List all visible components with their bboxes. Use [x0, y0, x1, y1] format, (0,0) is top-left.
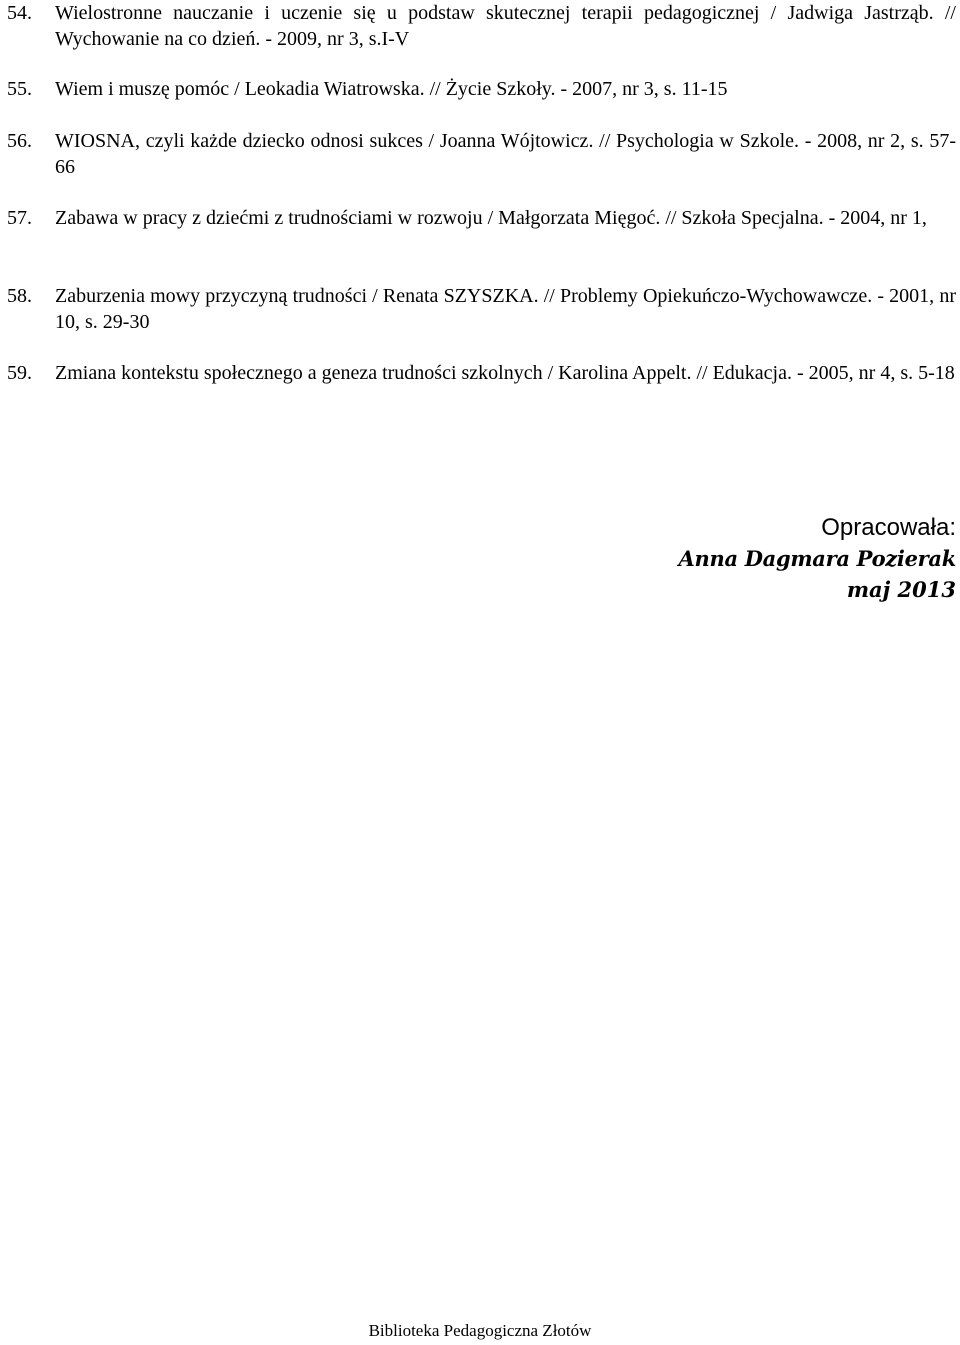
credits-date: maj 2013 — [846, 577, 956, 602]
entry-text: Zabawa w pracy z dziećmi z trudnościami w rozwoju / Małgorzata Mięgoć. // Szkoła Specjalna. - 2004, nr 1, — [55, 207, 927, 229]
list-item — [0, 76, 956, 102]
entry-number: 56. — [7, 130, 32, 152]
list-item — [0, 128, 956, 180]
entry-text: Wiem i muszę pomóc / Leokadia Wiatrowska. // Życie Szkoły. - 2007, nr 3, s. 11-15 — [55, 78, 728, 100]
entry-text: WIOSNA, czyli każde dziecko odnosi sukces / Joanna Wójtowicz. // Psychologia w Szkole. - 2008, nr 2, s. 57-66 — [55, 130, 956, 178]
entry-number: 55. — [7, 78, 32, 100]
list-item — [0, 0, 956, 52]
entry-number: 54. — [7, 2, 32, 24]
entry-text: Zaburzenia mowy przyczyną trudności / Renata SZYSZKA. // Problemy Opiekuńczo-Wychowawcze. - 2001, nr 10, s. 29-30 — [55, 285, 956, 333]
entry-number: 57. — [7, 207, 32, 229]
credits-block — [679, 513, 956, 605]
entry-number: 58. — [7, 285, 32, 307]
credits-label: Opracowała: — [821, 514, 956, 541]
credits-author: Anna Dagmara Pozierak — [678, 546, 956, 571]
page-footer — [0, 1320, 960, 1342]
list-item — [0, 360, 956, 386]
list-item — [0, 205, 956, 231]
entry-number: 59. — [7, 362, 32, 384]
entry-text: Wielostronne nauczanie i uczenie się u podstaw skutecznej terapii pedagogicznej / Jadwiga Jastrząb. // Wychowanie na co dzień. - 2009, nr 3, s.I-V — [55, 2, 956, 50]
footer-text: Biblioteka Pedagogiczna Złotów — [368, 1321, 592, 1340]
list-item — [0, 283, 956, 335]
entry-text: Zmiana kontekstu społecznego a geneza trudności szkolnych / Karolina Appelt. // Edukacja. - 2005, nr 4, s. 5-18 — [55, 362, 955, 384]
